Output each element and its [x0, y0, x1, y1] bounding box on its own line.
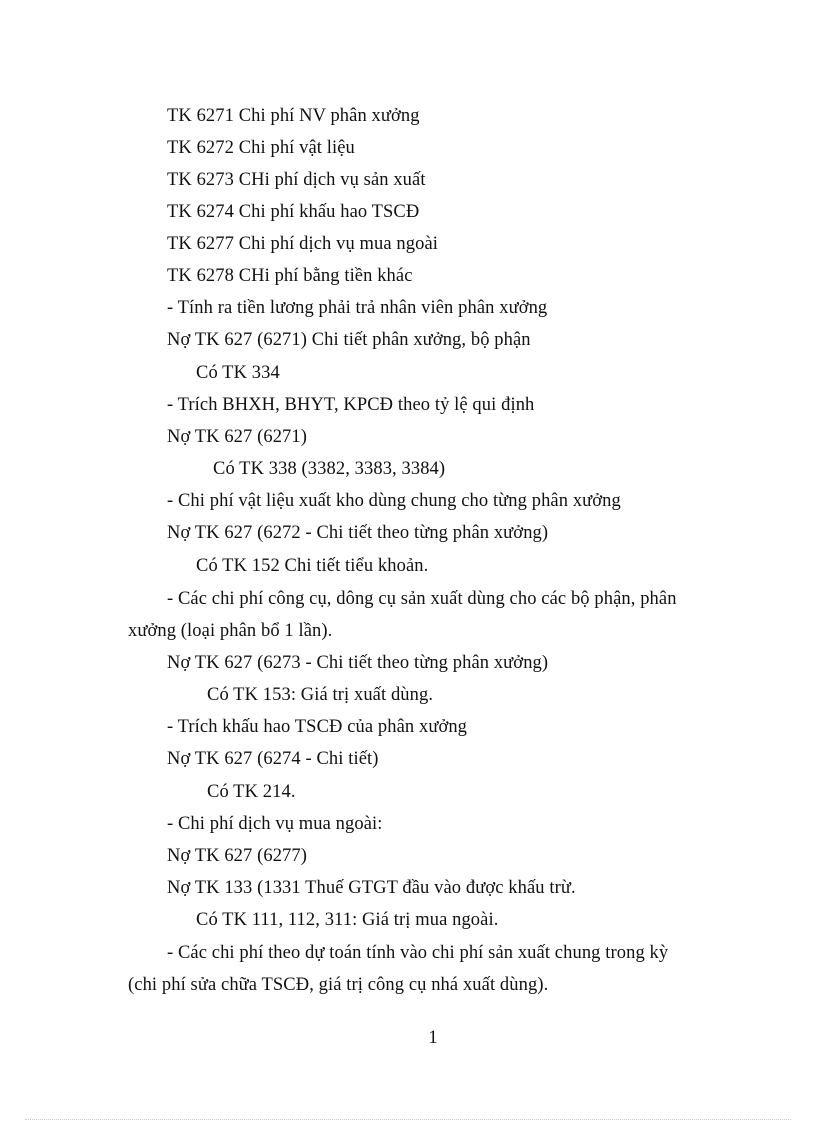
- text-line: TK 6272 Chi phí vật liệu: [167, 138, 355, 158]
- text-line: Nợ TK 627 (6274 - Chi tiết): [167, 749, 379, 769]
- page-number: 1: [428, 1028, 438, 1048]
- text-line: Nợ TK 627 (6271) Chi tiết phân xưởng, bộ phận: [167, 330, 531, 350]
- text-line: TK 6278 CHi phí bằng tiền khác: [167, 266, 413, 286]
- text-line: Nợ TK 627 (6273 - Chi tiết theo từng phân xưởng): [167, 653, 549, 673]
- page-bottom-divider: [25, 1119, 791, 1120]
- text-line: TK 6271 Chi phí NV phân xưởng: [167, 106, 420, 126]
- text-line: Nợ TK 627 (6277): [167, 846, 308, 866]
- text-line: TK 6277 Chi phí dịch vụ mua ngoài: [167, 234, 439, 254]
- text-line: TK 6274 Chi phí khấu hao TSCĐ: [167, 202, 420, 222]
- text-line: Nợ TK 627 (6271): [167, 427, 308, 447]
- text-line: (chi phí sửa chữa TSCĐ, giá trị công cụ nhá xuất dùng).: [128, 975, 549, 995]
- text-line: Nợ TK 133 (1331 Thuế GTGT đầu vào được khấu trừ.: [167, 878, 576, 898]
- text-line: - Trích BHXH, BHYT, KPCĐ theo tỷ lệ qui định: [167, 395, 535, 415]
- text-line: - Các chi phí công cụ, dông cụ sản xuất dùng cho các bộ phận, phân: [167, 589, 677, 609]
- text-line: Nợ TK 627 (6272 - Chi tiết theo từng phân xưởng): [167, 523, 549, 543]
- text-line: Có TK 153: Giá trị xuất dùng.: [207, 685, 434, 705]
- text-line: Có TK 152 Chi tiết tiểu khoản.: [196, 556, 429, 576]
- text-line: - Chi phí vật liệu xuất kho dùng chung cho từng phân xưởng: [167, 491, 621, 511]
- text-line: Có TK 111, 112, 311: Giá trị mua ngoài.: [196, 910, 499, 930]
- text-line: - Tính ra tiền lương phải trả nhân viên phân xưởng: [167, 298, 548, 318]
- text-line: - Trích khấu hao TSCĐ của phân xưởng: [167, 717, 468, 737]
- text-line: - Các chi phí theo dự toán tính vào chi phí sản xuất chung trong kỳ: [167, 943, 669, 963]
- text-line: - Chi phí dịch vụ mua ngoài:: [167, 814, 383, 834]
- text-line: Có TK 214.: [207, 782, 296, 802]
- text-line: xưởng (loại phân bổ 1 lần).: [128, 621, 333, 641]
- text-line: Có TK 334: [196, 363, 280, 383]
- text-line: Có TK 338 (3382, 3383, 3384): [213, 459, 446, 479]
- text-line: TK 6273 CHi phí dịch vụ sản xuất: [167, 170, 426, 190]
